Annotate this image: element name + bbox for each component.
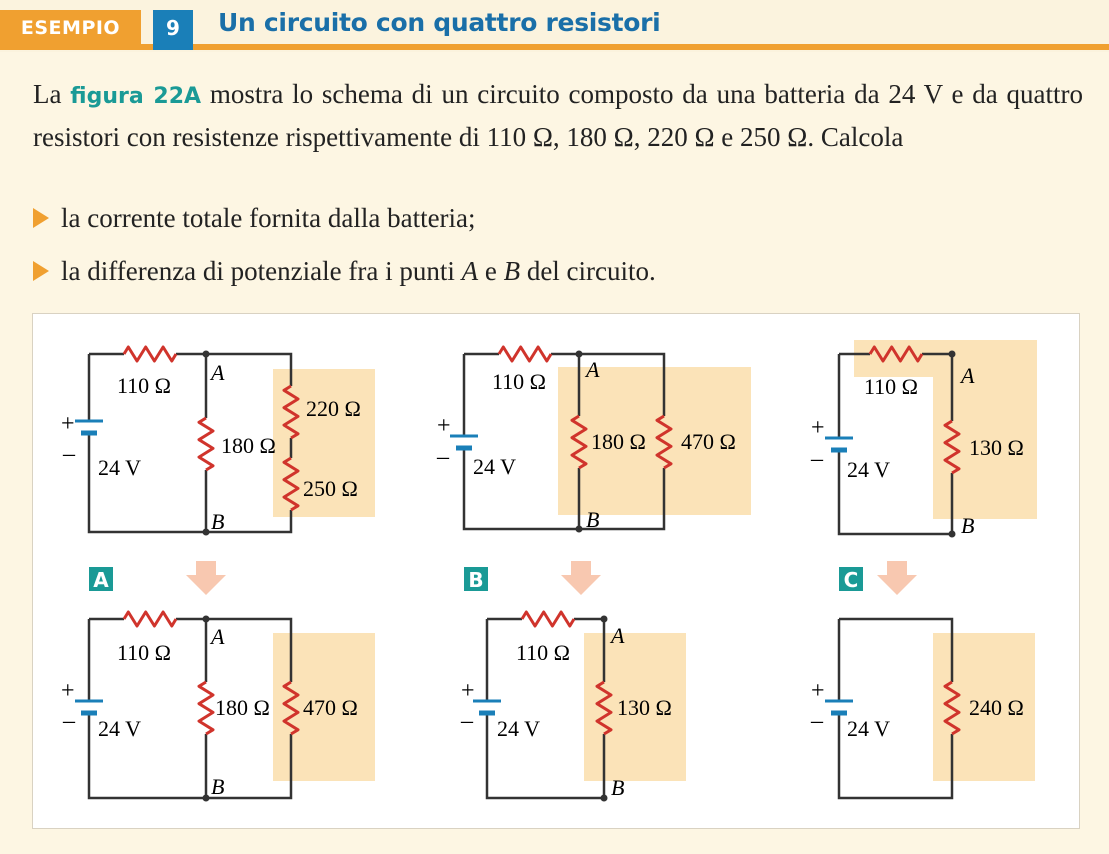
svg-text:24 V: 24 V xyxy=(847,457,890,482)
svg-text:470 Ω: 470 Ω xyxy=(681,429,736,454)
svg-text:A: A xyxy=(211,624,225,649)
svg-text:110 Ω: 110 Ω xyxy=(492,369,547,394)
svg-text:110 Ω: 110 Ω xyxy=(117,373,172,398)
resistor-180 xyxy=(199,418,213,470)
example-tag: ESEMPIO xyxy=(0,10,141,46)
svg-text:24 V: 24 V xyxy=(98,455,141,480)
circuit-original xyxy=(61,347,375,536)
down-arrow-icon xyxy=(561,561,601,595)
svg-text:240 Ω: 240 Ω xyxy=(969,695,1024,720)
svg-text:24 V: 24 V xyxy=(847,716,890,741)
intro-paragraph xyxy=(33,74,1083,157)
example-number: 9 xyxy=(153,10,193,50)
svg-text:+: + xyxy=(437,413,451,439)
svg-text:180 Ω: 180 Ω xyxy=(591,429,646,454)
svg-text:–: – xyxy=(461,708,473,734)
svg-text:130 Ω: 130 Ω xyxy=(617,695,672,720)
svg-text:A: A xyxy=(211,360,225,385)
svg-text:+: + xyxy=(61,411,75,437)
circuit-diagrams xyxy=(33,314,1079,828)
svg-text:A: A xyxy=(611,623,625,648)
svg-text:A: A xyxy=(93,568,109,592)
svg-text:+: + xyxy=(461,678,475,704)
svg-text:B: B xyxy=(586,507,600,532)
bullet-item-2 xyxy=(33,256,656,287)
panel-label-c xyxy=(839,567,863,592)
circuit-final xyxy=(810,619,1035,798)
svg-text:24 V: 24 V xyxy=(473,454,516,479)
svg-text:C: C xyxy=(843,568,859,592)
panel-label-a xyxy=(89,567,113,592)
figure-reference[interactable]: figura 22A xyxy=(70,84,202,109)
intro-before: La xyxy=(33,79,71,109)
svg-text:B: B xyxy=(961,513,975,538)
bullet-text-1: la corrente totale fornita dalla batteria; xyxy=(61,203,476,233)
svg-text:B: B xyxy=(611,775,625,800)
svg-text:130 Ω: 130 Ω xyxy=(969,435,1024,460)
svg-text:–: – xyxy=(437,444,449,470)
highlight-box xyxy=(854,340,1037,519)
resistor-110 xyxy=(124,347,176,361)
bullet-triangle-icon xyxy=(33,208,49,228)
panel-label-b xyxy=(464,567,488,592)
svg-text:+: + xyxy=(61,678,75,704)
svg-text:–: – xyxy=(811,446,823,472)
svg-text:110 Ω: 110 Ω xyxy=(516,640,571,665)
bullet-item-1 xyxy=(33,203,476,234)
svg-text:A: A xyxy=(586,357,600,382)
svg-text:24 V: 24 V xyxy=(497,716,540,741)
svg-text:110 Ω: 110 Ω xyxy=(864,374,919,399)
circuit-step-c xyxy=(810,340,1037,538)
svg-text:–: – xyxy=(63,441,75,467)
bullet-text-2: la differenza di potenziale fra i punti A e B del circuito. xyxy=(61,256,656,286)
svg-text:B: B xyxy=(468,568,484,592)
example-header xyxy=(0,0,1109,52)
svg-text:110 Ω: 110 Ω xyxy=(117,640,172,665)
circuit-step-b xyxy=(436,347,751,533)
svg-text:–: – xyxy=(811,708,823,734)
down-arrow-icon xyxy=(877,561,917,595)
bullet-triangle-icon xyxy=(33,261,49,281)
svg-text:24 V: 24 V xyxy=(98,716,141,741)
example-title: Un circuito con quattro resistori xyxy=(218,8,661,37)
svg-text:250 Ω: 250 Ω xyxy=(303,476,358,501)
circuit-step-a-result xyxy=(61,612,375,802)
svg-text:180 Ω: 180 Ω xyxy=(221,433,276,458)
svg-text:B: B xyxy=(211,509,225,534)
svg-text:+: + xyxy=(811,415,825,441)
intro-after: mostra lo schema di un circuito composto da una batteria da 24 V e da quattro resistori con resistenze rispettivamente di 110 Ω, 180 Ω, 220 Ω e 250 Ω. Calcola xyxy=(33,79,1084,152)
svg-text:+: + xyxy=(811,678,825,704)
circuit-step-b-result xyxy=(460,612,686,802)
svg-text:220 Ω: 220 Ω xyxy=(306,396,361,421)
svg-text:A: A xyxy=(961,363,975,388)
circuit-figure xyxy=(32,313,1080,829)
svg-text:180 Ω: 180 Ω xyxy=(215,695,270,720)
svg-text:–: – xyxy=(63,708,75,734)
svg-text:B: B xyxy=(211,774,225,799)
down-arrow-icon xyxy=(186,561,226,595)
svg-text:470 Ω: 470 Ω xyxy=(303,695,358,720)
